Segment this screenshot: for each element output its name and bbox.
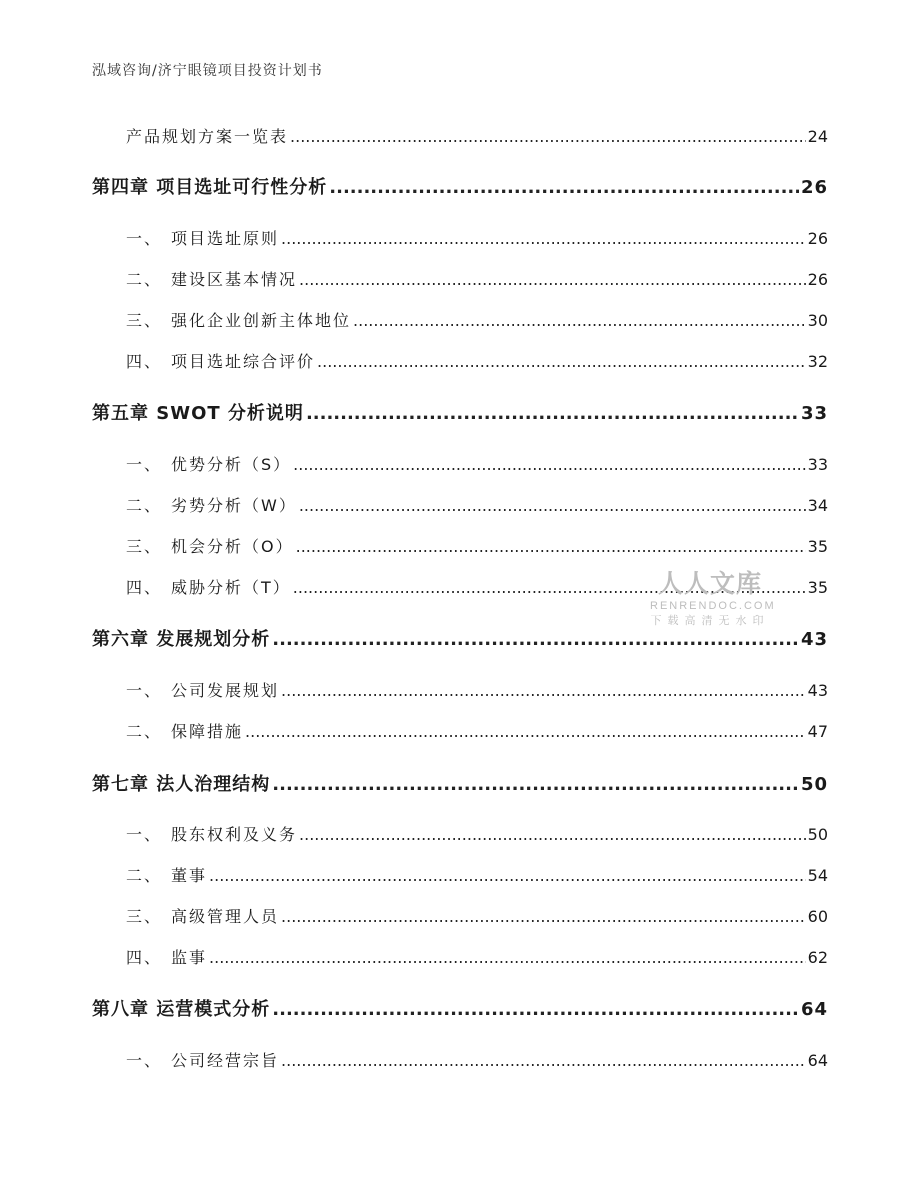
toc-entry[interactable]	[126, 822, 828, 845]
watermark-title: 人人文库	[657, 569, 762, 598]
toc-entry-number: 四、	[126, 352, 163, 371]
toc-entry-number: 二、	[126, 270, 163, 289]
dot-leader	[209, 948, 806, 967]
toc-chapter-page: 64	[800, 999, 828, 1020]
toc-entry-title: 公司经营宗旨	[171, 1051, 280, 1070]
toc-entry-page: 35	[807, 578, 828, 597]
toc-entry-number: 一、	[126, 825, 163, 844]
dot-leader	[293, 578, 806, 597]
toc-entry-number: 四、	[126, 578, 163, 597]
toc-entry-number: 一、	[126, 229, 163, 248]
toc-entry[interactable]	[126, 534, 828, 557]
toc-chapter[interactable]	[92, 625, 828, 651]
toc-entry-page: 60	[807, 907, 828, 926]
dot-leader	[272, 999, 799, 1020]
toc-entry-page: 35	[807, 537, 828, 556]
toc-chapter-title: 第四章 项目选址可行性分析	[92, 177, 328, 198]
toc-entry[interactable]	[126, 904, 828, 927]
toc-entry-title: 产品规划方案一览表	[126, 127, 289, 146]
toc-entry-page: 33	[807, 455, 828, 474]
toc-entry-title: 监事	[171, 948, 208, 967]
toc-entry-number: 一、	[126, 1051, 163, 1070]
toc-entry-page: 64	[807, 1051, 828, 1070]
toc-chapter-page: 33	[800, 403, 828, 424]
dot-leader	[209, 866, 806, 885]
toc-entry-title: 保障措施	[171, 722, 244, 741]
toc-entry-page: 32	[807, 352, 828, 371]
toc-entry-title: 建设区基本情况	[171, 270, 298, 289]
toc-chapter-title: 第五章 SWOT 分析说明	[92, 403, 304, 424]
toc-chapter-page: 50	[800, 774, 828, 795]
dot-leader	[272, 774, 799, 795]
toc-entry-number: 四、	[126, 948, 163, 967]
toc-entry[interactable]	[126, 124, 828, 147]
toc-entry-title: 高级管理人员	[171, 907, 280, 926]
watermark-domain: RENRENDOC.COM	[650, 600, 776, 612]
dot-leader	[296, 537, 806, 556]
dot-leader	[272, 629, 799, 650]
toc-entry[interactable]	[126, 226, 828, 249]
toc-entry-page: 62	[807, 948, 828, 967]
dot-leader	[245, 722, 806, 741]
toc-entry-title: 劣势分析（W）	[171, 496, 297, 515]
toc-entry-page: 26	[807, 229, 828, 248]
toc-entry[interactable]	[126, 493, 828, 516]
toc-chapter[interactable]	[92, 995, 828, 1021]
toc-entry-title: 董事	[171, 866, 208, 885]
toc-entry-title: 强化企业创新主体地位	[171, 311, 352, 330]
toc-entry-page: 34	[807, 496, 828, 515]
toc-entry-number: 三、	[126, 537, 163, 556]
toc-entry[interactable]	[126, 945, 828, 968]
toc-entry[interactable]	[126, 452, 828, 475]
toc-entry-page: 50	[807, 825, 828, 844]
toc-entry[interactable]	[126, 678, 828, 701]
toc-entry-page: 30	[807, 311, 828, 330]
toc-entry-page: 43	[807, 681, 828, 700]
toc-chapter-page: 26	[800, 177, 828, 198]
dot-leader	[281, 229, 806, 248]
dot-leader	[290, 127, 806, 146]
toc-entry[interactable]	[126, 267, 828, 290]
toc-chapter-title: 第六章 发展规划分析	[92, 629, 271, 650]
toc-entry-title: 机会分析（O）	[171, 537, 294, 556]
dot-leader	[281, 681, 806, 700]
dot-leader	[299, 496, 806, 515]
toc-entry-number: 三、	[126, 907, 163, 926]
dot-leader	[281, 1051, 806, 1070]
toc-entry-number: 一、	[126, 681, 163, 700]
document-header: 泓域咨询/济宁眼镜项目投资计划书	[92, 63, 323, 79]
toc-entry-page: 24	[807, 127, 828, 146]
toc-entry-page: 54	[807, 866, 828, 885]
toc-entry-title: 威胁分析（T）	[171, 578, 291, 597]
dot-leader	[293, 455, 805, 474]
dot-leader	[306, 403, 799, 424]
toc-chapter-title: 第八章 运营模式分析	[92, 999, 271, 1020]
toc-entry-title: 项目选址原则	[171, 229, 280, 248]
toc-entry-title: 项目选址综合评价	[171, 352, 316, 371]
toc-entry-number: 二、	[126, 722, 163, 741]
toc-chapter-page: 43	[800, 629, 828, 650]
toc-entry-number: 二、	[126, 496, 163, 515]
toc-chapter[interactable]	[92, 399, 828, 425]
dot-leader	[353, 311, 806, 330]
dot-leader	[281, 907, 806, 926]
toc-chapter-title: 第七章 法人治理结构	[92, 774, 271, 795]
toc-chapter[interactable]	[92, 770, 828, 796]
dot-leader	[317, 352, 806, 371]
toc-entry[interactable]	[126, 719, 828, 742]
toc-entry-title: 公司发展规划	[171, 681, 280, 700]
toc-chapter[interactable]	[92, 173, 828, 199]
toc-entry-page: 26	[807, 270, 828, 289]
toc-entry-number: 一、	[126, 455, 163, 474]
dot-leader	[299, 825, 806, 844]
toc-entry[interactable]	[126, 349, 828, 372]
toc-entry-number: 三、	[126, 311, 163, 330]
toc-entry-page: 47	[807, 722, 828, 741]
toc-entry-number: 二、	[126, 866, 163, 885]
dot-leader	[299, 270, 806, 289]
toc-entry[interactable]	[126, 575, 828, 598]
toc-entry-title: 优势分析（S）	[171, 455, 292, 474]
toc-entry[interactable]	[126, 863, 828, 886]
toc-entry[interactable]	[126, 1048, 828, 1071]
dot-leader	[329, 177, 799, 198]
toc-entry[interactable]	[126, 308, 828, 331]
watermark-tagline: 下载高清无水印	[650, 614, 770, 627]
toc-entry-title: 股东权利及义务	[171, 825, 298, 844]
